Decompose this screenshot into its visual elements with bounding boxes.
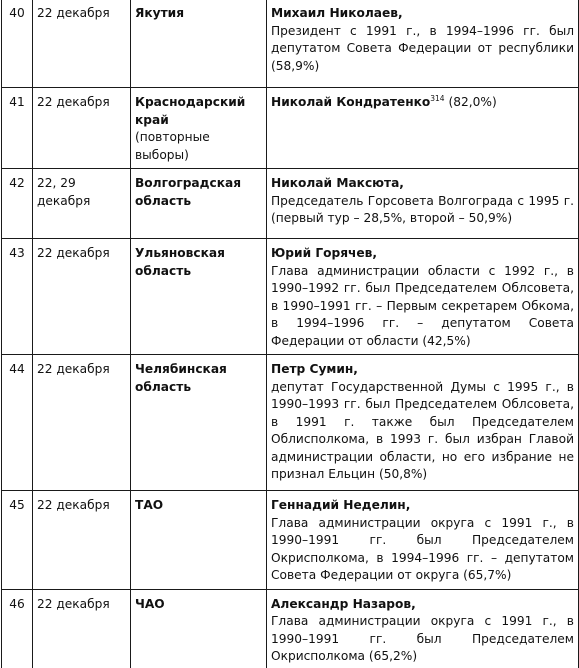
election-date: 22 декабря [33, 239, 131, 355]
election-date: 22 декабря [33, 88, 131, 169]
table-row [2, 355, 579, 491]
election-date: 22 декабря [33, 0, 131, 88]
region-cell [131, 355, 267, 491]
region-cell [131, 169, 267, 239]
winner-name: Николай Кондратенко [271, 95, 431, 109]
row-number: 45 [2, 491, 33, 590]
footnote-marker: 314 [430, 94, 445, 103]
winner-name: Николай Максюта, [271, 176, 404, 190]
region-note: (повторные выборы) [135, 130, 210, 162]
region-cell [131, 239, 267, 355]
row-number: 44 [2, 355, 33, 491]
winner-cell [267, 491, 579, 590]
winner-description: Президент с 1991 г., в 1994–1996 гг. был депутатом Совета Федерации от республики (58,9%) [271, 23, 574, 73]
table-row [2, 0, 579, 88]
table-row [2, 589, 579, 668]
winner-name: Михаил Николаев, [271, 6, 403, 20]
region-cell [131, 88, 267, 169]
winner-name: Юрий Горячев, [271, 246, 378, 260]
winner-name: Геннадий Неделин, [271, 498, 411, 512]
winner-description: депутат Государственной Думы с 1995 г., в 1990–1993 гг. был Председателем Облсовета, в 1991 г. также был Председателем Облисполкома, в 1993 г. был избран Главой администрации области, но его избрание не признал Ельцин (50,8%) [271, 379, 574, 481]
region-cell [131, 0, 267, 88]
winner-cell [267, 88, 579, 169]
winner-description: Глава администрации округа с 1991 г., в 1990–1991 гг. был Председателем Окрисполкома (65,2%) [271, 614, 574, 663]
row-number: 41 [2, 88, 33, 169]
region-cell [131, 589, 267, 668]
region-name: ТАО [135, 498, 164, 512]
winner-cell [267, 355, 579, 491]
region-name: Ульяновская область [135, 246, 225, 278]
vote-share: (82,0%) [444, 95, 497, 109]
table-row [2, 169, 579, 239]
region-name: Якутия [135, 6, 185, 20]
table-row [2, 239, 579, 355]
winner-cell [267, 169, 579, 239]
region-name: Челябинская область [135, 362, 227, 394]
winner-name: Александр Назаров, [271, 596, 416, 611]
region-name: ЧАО [135, 596, 165, 611]
winner-cell [267, 589, 579, 668]
winner-description: Глава администрации области с 1992 г., в 1990–1992 гг. был Председателем Облсовета, в 1990–1991 гг. – Первым секретарем Обкома, в 1994–1996 гг. – депутатом Совета Федерации от области (42,5%) [271, 263, 574, 348]
election-date: 22 декабря [33, 589, 131, 668]
region-name: Краснодарский край [135, 95, 246, 127]
region-name: Волгоградская область [135, 176, 242, 208]
winner-cell [267, 0, 579, 88]
election-date: 22, 29 декабря [33, 169, 131, 239]
winner-description: Глава администрации округа с 1991 г., в 1990–1991 гг. был Председателем Окрисполкома, в 1994–1996 гг. – депутатом Совета Федерации от округа (65,7%) [271, 515, 574, 582]
winner-description: Председатель Горсовета Волгограда с 1995 г. (первый тур – 28,5%, второй – 50,9%) [271, 193, 574, 225]
region-cell [131, 491, 267, 590]
winner-cell [267, 239, 579, 355]
row-number: 40 [2, 0, 33, 88]
election-date: 22 декабря [33, 491, 131, 590]
row-number: 42 [2, 169, 33, 239]
election-date: 22 декабря [33, 355, 131, 491]
row-number: 46 [2, 589, 33, 668]
row-number: 43 [2, 239, 33, 355]
table-row [2, 491, 579, 590]
elections-table [1, 0, 579, 668]
winner-name: Петр Сумин, [271, 362, 358, 376]
table-row [2, 88, 579, 169]
